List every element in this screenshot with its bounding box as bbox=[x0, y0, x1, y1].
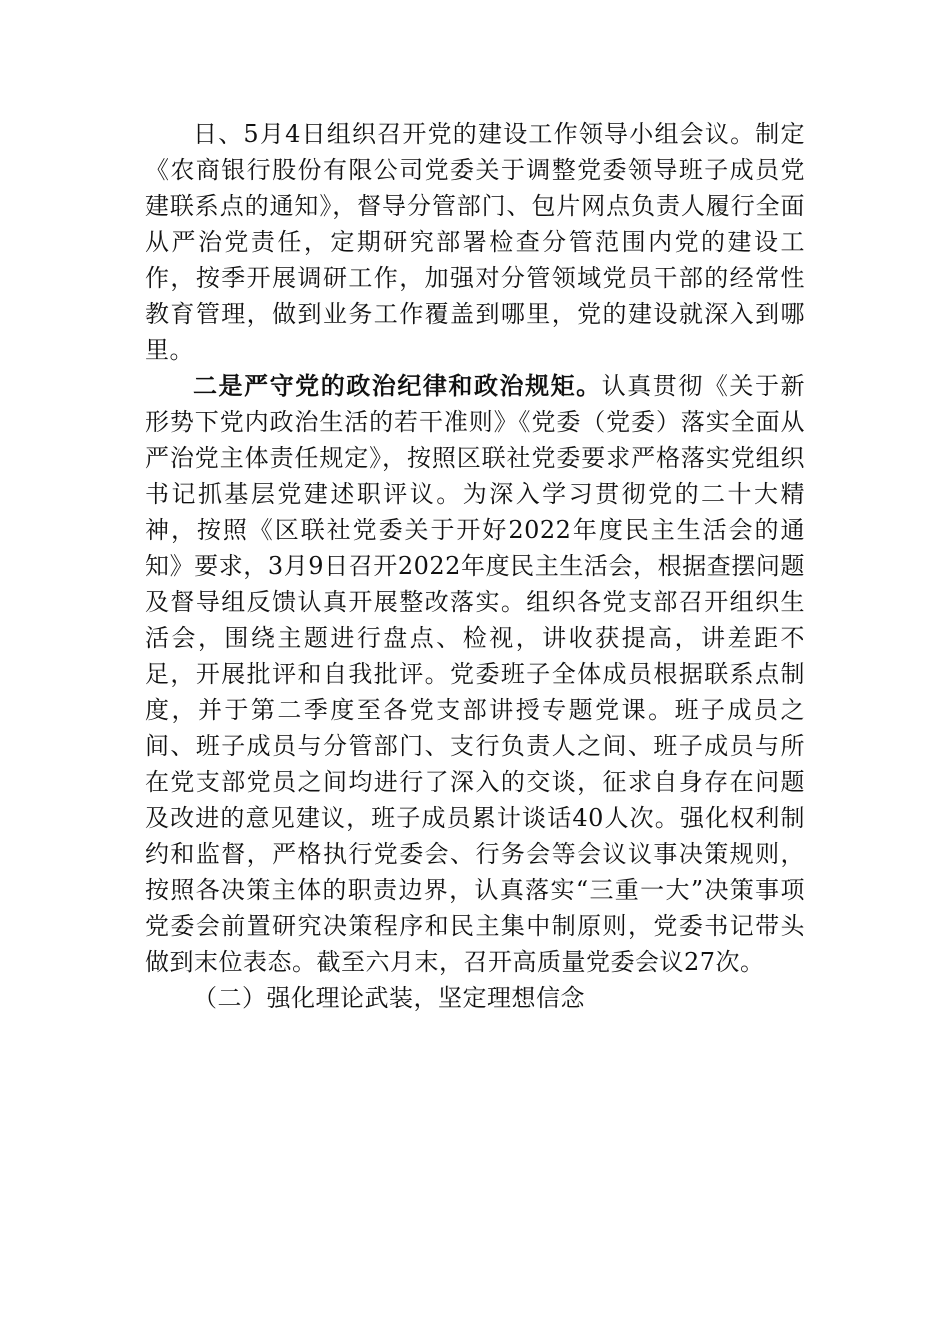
paragraph-2-lead: 二是严守党的政治纪律和政治规矩。 bbox=[193, 371, 602, 400]
paragraph-2-body: 认真贯彻《关于新形势下党内政治生活的若干准则》《党委（党委）落实全面从严治党主体责任规定》，按照区联社党委要求严格落实党组织书记抓基层党建述职评议。为深入学习贯彻党的二十大精神，按照《区联社党委关于开好2022年度民主生活会的通知》要求，3月9日召开2022年度民主生活会，根据查摆问题及督导组反馈认真开展整改落实。组织各党支部召开组织生活会，围绕主题进行盘点、检视，讲收获提高，讲差距不足，开展批评和自我批评。党委班子全体成员根据联系点制度，并于第二季度至各党支部讲授专题党课。班子成员之间、班子成员与分管部门、支行负责人之间、班子成员与所在党支部党员之间均进行了深入的交谈，征求自身存在问题及改进的意见建议，班子成员累计谈话40人次。强化权利制约和监督，严格执行党委会、行务会等会议议事决策规则，按照各决策主体的职责边界，认真落实“三重一大”决策事项党委会前置研究决策程序和民主集中制原则，党委书记带头做到末位表态。截至六月末，召开高质量党委会议27次。 bbox=[145, 372, 806, 976]
paragraph-political-discipline bbox=[145, 368, 805, 980]
section-subheading: （二）强化理论武装，坚定理想信念 bbox=[193, 984, 585, 1012]
paragraph-party-building-meeting bbox=[145, 116, 805, 368]
document-body bbox=[145, 116, 805, 1016]
paragraph-1-text: 日、5月4日组织召开党的建设工作领导小组会议。制定《农商银行股份有限公司党委关于调整党委领导班子成员党建联系点的通知》，督导分管部门、包片网点负责人履行全面从严治党责任，定期研究部署检查分管范围内党的建设工作，按季开展调研工作，加强对分管领域党员干部的经常性教育管理，做到业务工作覆盖到哪里，党的建设就深入到哪里。 bbox=[145, 120, 805, 364]
